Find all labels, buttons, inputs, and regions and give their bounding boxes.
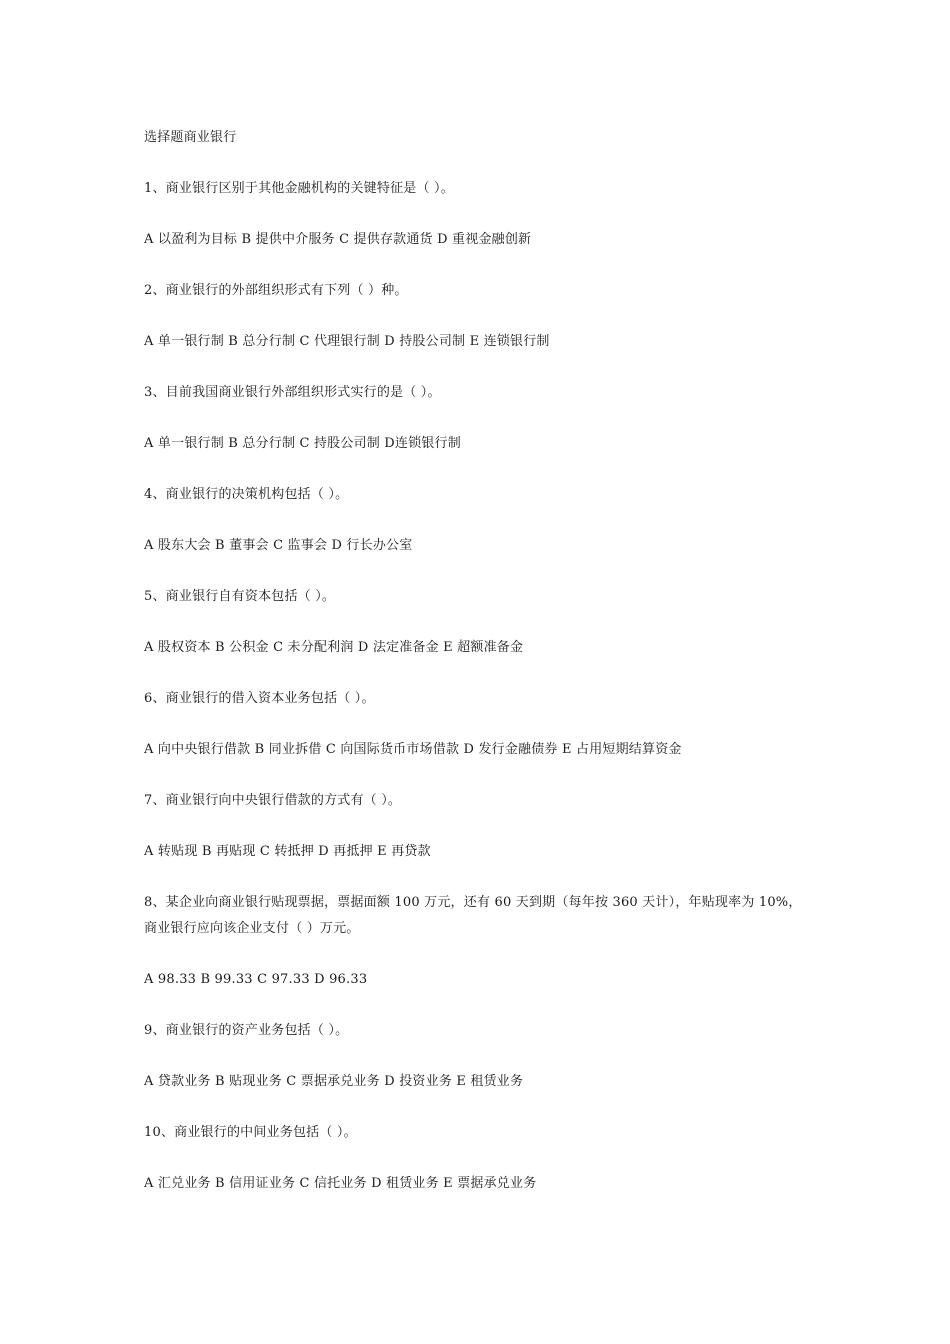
question-8-options: A 98.33 B 99.33 C 97.33 D 96.33 xyxy=(144,972,368,987)
question-10: 10、商业银行的中间业务包括（ ）。 xyxy=(144,1125,357,1140)
question-3-options: A 单一银行制 B 总分行制 C 持股公司制 D连锁银行制 xyxy=(144,436,461,451)
question-7-options: A 转贴现 B 再贴现 C 转抵押 D 再抵押 E 再贷款 xyxy=(144,844,431,859)
question-8-line-2: 商业银行应向该企业支付（ ）万元。 xyxy=(144,921,360,936)
question-9-options: A 贷款业务 B 贴现业务 C 票据承兑业务 D 投资业务 E 租赁业务 xyxy=(144,1074,524,1089)
question-9: 9、商业银行的资产业务包括（ ）。 xyxy=(144,1023,349,1038)
question-2-options: A 单一银行制 B 总分行制 C 代理银行制 D 持股公司制 E 连锁银行制 xyxy=(144,334,550,349)
question-8-line-1: 8、某企业向商业银行贴现票据，票据面额 100 万元，还有 60 天到期（每年按 360 天计），年贴现率为 10%， xyxy=(144,895,802,910)
question-4-options: A 股东大会 B 董事会 C 监事会 D 行长办公室 xyxy=(144,538,413,553)
document-body xyxy=(144,125,814,1222)
question-10-options: A 汇兑业务 B 信用证业务 C 信托业务 D 租赁业务 E 票据承兑业务 xyxy=(144,1176,537,1191)
question-7: 7、商业银行向中央银行借款的方式有（ ）。 xyxy=(144,793,402,808)
question-1: 1、商业银行区别于其他金融机构的关键特征是（ ）。 xyxy=(144,181,454,196)
question-6: 6、商业银行的借入资本业务包括（ ）。 xyxy=(144,691,375,706)
question-4: 4、商业银行的决策机构包括（ ）。 xyxy=(144,487,349,502)
question-2: 2、商业银行的外部组织形式有下列（ ）种。 xyxy=(144,283,408,298)
question-5-options: A 股权资本 B 公积金 C 未分配利润 D 法定准备金 E 超额准备金 xyxy=(144,640,524,655)
question-6-options: A 向中央银行借款 B 同业拆借 C 向国际货币市场借款 D 发行金融债券 E 占用短期结算资金 xyxy=(144,742,682,757)
question-8 xyxy=(144,890,814,942)
question-1-options: A 以盈利为目标 B 提供中介服务 C 提供存款通货 D 重视金融创新 xyxy=(144,232,532,247)
question-3: 3、目前我国商业银行外部组织形式实行的是（ ）。 xyxy=(144,385,441,400)
document-title: 选择题商业银行 xyxy=(144,130,237,145)
question-5: 5、商业银行自有资本包括（ ）。 xyxy=(144,589,336,604)
